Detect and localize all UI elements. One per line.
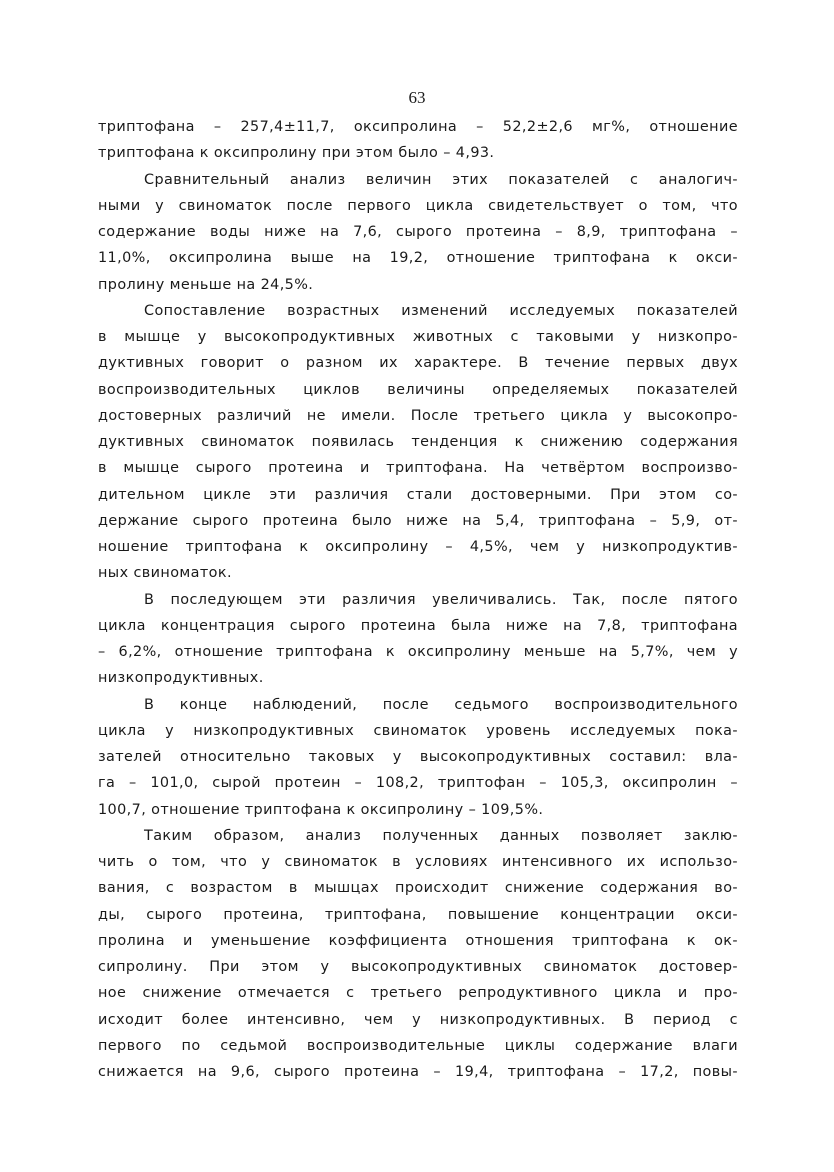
text-line: Сравнительный анализ величин этих показателей с аналогич- — [144, 171, 738, 188]
text-line: – 6,2%, отношение триптофана к оксипролину меньше на 5,7%, чем у — [98, 644, 738, 660]
text-line: дуктивных говорит о разном их характере. В течение первых двух — [98, 355, 738, 372]
text-line: содержание воды ниже на 7,6, сырого протеина – 8,9, триптофана – — [98, 224, 738, 240]
text-line: ных свиноматок. — [98, 565, 232, 582]
text-line: вания, с возрастом в мышцах происходит снижение содержания во- — [98, 880, 738, 897]
text-line: в мышце сырого протеина и триптофана. На четвёртом воспроизво- — [98, 460, 738, 477]
text-line: держание сырого протеина было ниже на 5,4, триптофана – 5,9, от- — [98, 512, 738, 529]
text-line: исходит более интенсивно, чем у низкопродуктивных. В период с — [98, 1011, 738, 1028]
text-line: ды, сырого протеина, триптофана, повышение концентрации окси- — [98, 906, 738, 923]
text-line: ными у свиноматок после первого цикла свидетельствует о том, что — [98, 197, 738, 214]
text-line: цикла концентрация сырого протеина была ниже на 7,8, триптофана — [98, 617, 738, 634]
text-line: дительном цикле эти различия стали достоверными. При этом со- — [98, 486, 738, 503]
text-line: дуктивных свиноматок появилась тенденция к снижению содержания — [98, 434, 738, 450]
text-line: чить о том, что у свиноматок в условиях интенсивного их использо- — [98, 854, 738, 870]
text-line: ношение триптофана к оксипролину – 4,5%, чем у низкопродуктив- — [98, 539, 738, 555]
text-line: триптофана к оксипролину при этом было – 4,93. — [98, 145, 495, 162]
text-line: 100,7, отношение триптофана к оксипролину – 109,5%. — [98, 801, 544, 818]
text-line: Сопоставление возрастных изменений исследуемых показателей — [144, 302, 738, 319]
body-text — [98, 114, 738, 1085]
page-number: 63 — [408, 88, 426, 107]
text-line: пролина и уменьшение коэффициента отношения триптофана к ок- — [98, 932, 738, 949]
text-line: пролину меньше на 24,5%. — [98, 276, 314, 293]
text-line: В последующем эти различия увеличивались. Так, после пятого — [144, 591, 738, 608]
text-line: цикла у низкопродуктивных свиноматок уровень исследуемых пока- — [98, 722, 738, 739]
text-line: низкопродуктивных. — [98, 670, 264, 687]
text-line: триптофана – 257,4±11,7, оксипролина – 52,2±2,6 мг%, отношение — [98, 119, 738, 135]
text-line: первого по седьмой воспроизводительные циклы содержание влаги — [98, 1037, 738, 1054]
text-line: Таким образом, анализ полученных данных позволяет заклю- — [144, 827, 738, 844]
text-line: воспроизводительных циклов величины определяемых показателей — [98, 381, 738, 398]
text-line: В конце наблюдений, после седьмого воспроизводительного — [144, 696, 738, 713]
text-line: ное снижение отмечается с третьего репродуктивного цикла и про- — [98, 985, 738, 1002]
text-line: зателей относительно таковых у высокопродуктивных составил: вла- — [98, 749, 738, 765]
text-line: 11,0%, оксипролина выше на 19,2, отношение триптофана к окси- — [98, 250, 738, 267]
text-line: га – 101,0, сырой протеин – 108,2, триптофан – 105,3, оксипролин – — [98, 775, 738, 792]
text-line: сипролину. При этом у высокопродуктивных свиноматок достовер- — [98, 959, 738, 975]
text-line: достоверных различий не имели. После третьего цикла у высокопро- — [98, 407, 738, 424]
text-line: снижается на 9,6, сырого протеина – 19,4, триптофана – 17,2, повы- — [98, 1064, 738, 1080]
text-line: в мышце у высокопродуктивных животных с таковыми у низкопро- — [98, 329, 738, 345]
